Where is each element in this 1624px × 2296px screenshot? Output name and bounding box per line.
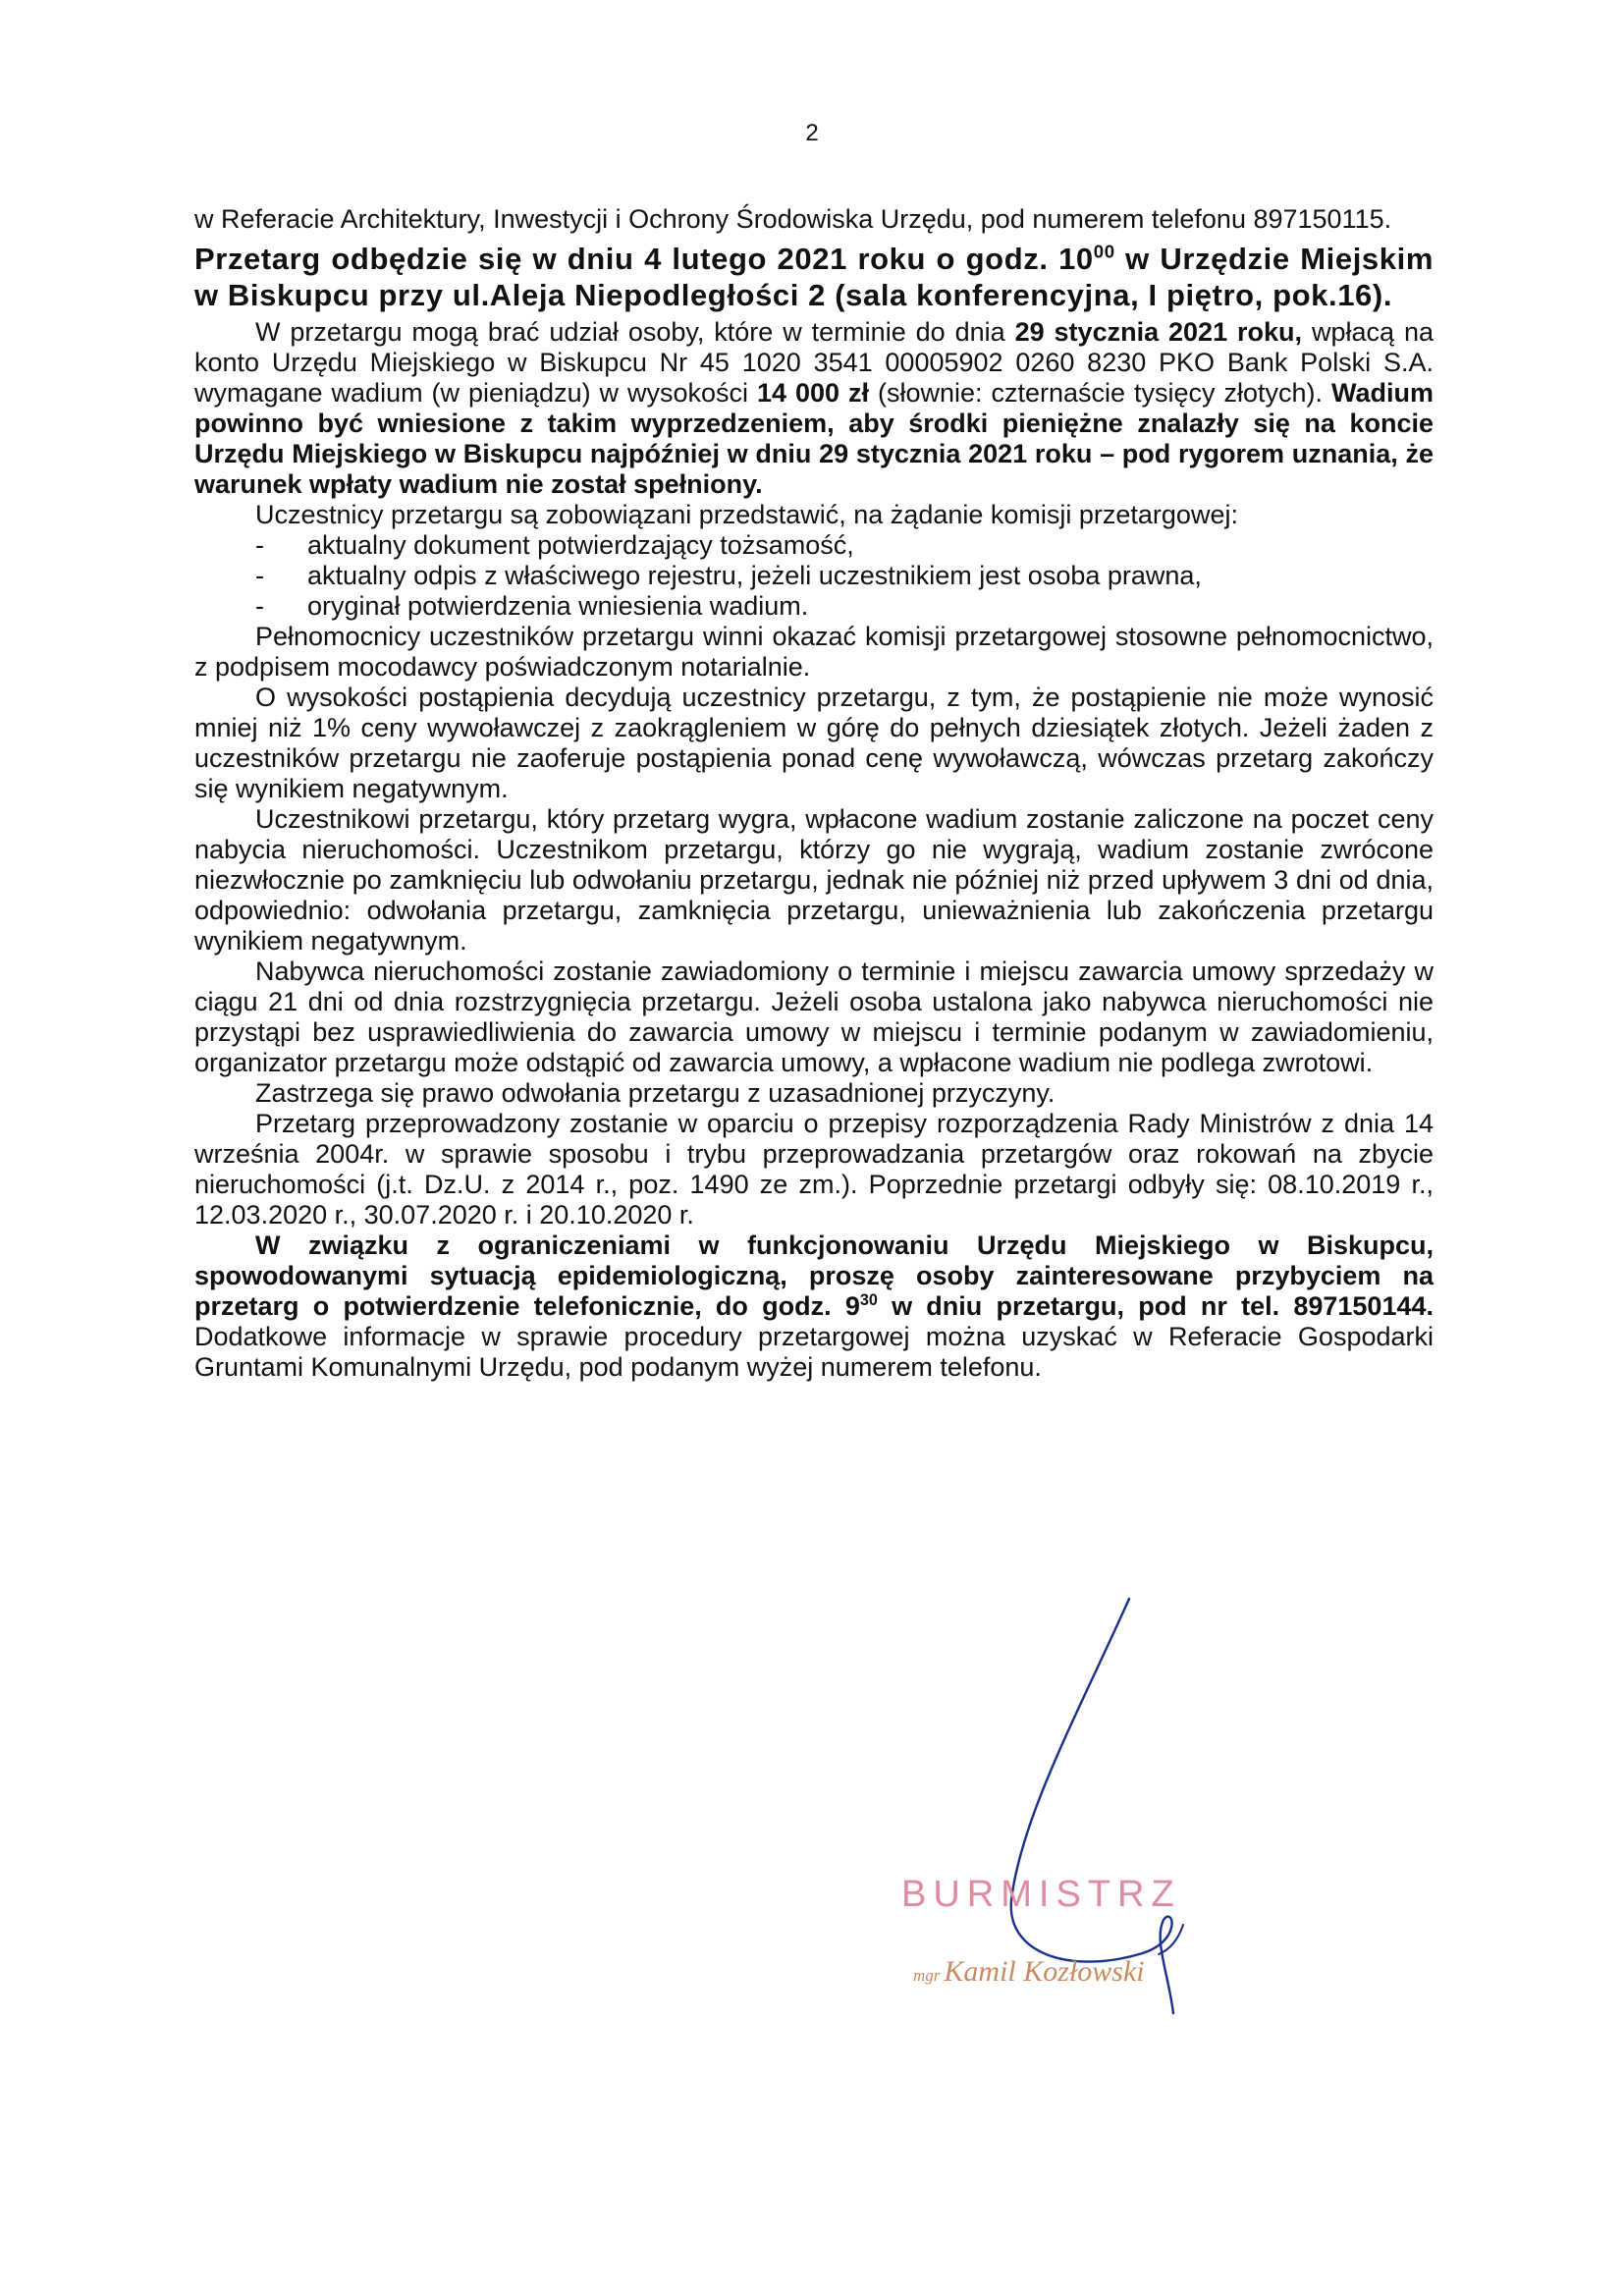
legal-basis-paragraph: Przetarg przeprowadzony zostanie w oparciu o przepisy rozporządzenia Rady Ministrów z dnia 14 września 2004r. w sprawie sposobu i trybu przeprowadzania przetargów oraz rokowań na zbycie nieruchomości (j.t. Dz.U. z 2014 r., poz. 1490 ze zm.). Poprzednie przetargi odbyły się: 08.10.2019 r., 12.03.2020 r., 30.07.2020 r. i 20.10.2020 r. bbox=[194, 1109, 1434, 1230]
auction-announcement: Przetarg odbędzie się w dniu 4 lutego 2021 roku o godz. $10^{00}$ w Urzędzie Miejskim w Biskupcu przy ul.Aleja Niepodległości 2 (sala konferencyjna, I piętro, pok.16). bbox=[194, 241, 1434, 312]
requirements-list bbox=[194, 530, 1434, 622]
covid-notice-paragraph: W związku z ograniczeniami w funkcjonowaniu Urzędu Miejskiego w Biskupcu, spowodowanymi sytuacją epidemiologiczną, proszę osoby zainteresowane przybyciem na przetarg o potwierdzenie telefonicznie, do godz. $9^{30}$ w dniu przetargu, pod nr tel. 897150144. Dodatkowe informacje w sprawie procedury przetargowej można uzyskać w Referacie Gospodarki Gruntami Komunalnymi Urzędu, pod podanym wyżej numerem telefonu. bbox=[194, 1230, 1434, 1382]
deposit-refund-paragraph: Uczestnikowi przetargu, który przetarg wygra, wpłacone wadium zostanie zaliczone na poczet ceny nabycia nieruchomości. Uczestnikom przetargu, którzy go nie wygrają, wadium zostanie zwrócone niezwłocznie po zamknięciu lub odwołaniu przetargu, jednak nie później niż przed upływem 3 dni od dnia, odpowiednio: odwołania przetargu, zamknięcia przetargu, unieważnienia lub zakończenia przetargu wynikiem negatywnym. bbox=[194, 804, 1434, 956]
document-body bbox=[194, 204, 1434, 1383]
list-item: - aktualny dokument potwierdzający tożsamość, bbox=[255, 530, 1434, 561]
buyer-notice-paragraph: Nabywca nieruchomości zostanie zawiadomiony o terminie i miejscu zawarcia umowy sprzedaży w ciągu 21 dni od dnia rozstrzygnięcia przetargu. Jeżeli osoba ustalona jako nabywca nieruchomości nie przystąpi bez usprawiedliwienia do zawarcia umowy w miejscu i terminie podanym w zawiadomieniu, organizator przetargu może odstąpić od zawarcia umowy, a wpłacone wadium nie podlega zwrotowi. bbox=[194, 957, 1434, 1077]
deposit-paragraph: W przetargu mogą brać udział osoby, które w terminie do dnia 29 stycznia 2021 roku, wpłacą na konto Urzędu Miejskiego w Biskupcu Nr 45 1020 3541 00005902 0260 8230 PKO Bank Polski S.A. wymagane wadium (w pieniądzu) w wysokości 14 000 zł (słownie: czternaście tysięcy złotych). Wadium powinno być wniesione z takim wyprzedzeniem, aby środki pieniężne znalazły się na koncie Urzędu Miejskiego w Biskupcu najpóźniej w dniu 29 stycznia 2021 roku – pod rygorem uznania, że warunek wpłaty wadium nie został spełniony. bbox=[194, 317, 1434, 499]
cancellation-reserve-paragraph: Zastrzega się prawo odwołania przetargu z uzasadnionej przyczyny. bbox=[255, 1078, 1056, 1108]
page-number: 2 bbox=[805, 120, 819, 146]
proxy-paragraph: Pełnomocnicy uczestników przetargu winni okazać komisji przetargowej stosowne pełnomocnictwo, z podpisem mocodawcy poświadczonym notarialnie. bbox=[194, 622, 1434, 682]
list-item: - oryginał potwierdzenia wniesienia wadium. bbox=[255, 591, 1434, 622]
list-item: - aktualny odpis z właściwego rejestru, jeżeli uczestnikiem jest osoba prawna, bbox=[255, 561, 1434, 591]
mayor-stamp-name: mgr Kamil Kozłowski bbox=[913, 1955, 1145, 1988]
mayor-stamp-title: BURMISTRZ bbox=[901, 1874, 1181, 1915]
bid-increment-paragraph: O wysokości postąpienia decydują uczestnicy przetargu, z tym, że postąpienie nie może wynosić mniej niż 1% ceny wywoławczej z zaokrągleniem w górę do pełnych dziesiątek złotych. Jeżeli żaden z uczestników przetargu nie zaoferuje postąpienia ponad cenę wywoławczą, wówczas przetarg zakończy się wynikiem negatywnym. bbox=[194, 683, 1434, 803]
participants-intro: Uczestnicy przetargu są zobowiązani przedstawić, na żądanie komisji przetargowej: bbox=[255, 500, 1238, 529]
contact-paragraph: w Referacie Architektury, Inwestycji i Ochrony Środowiska Urzędu, pod numerem telefonu 897150115. bbox=[194, 204, 1392, 234]
